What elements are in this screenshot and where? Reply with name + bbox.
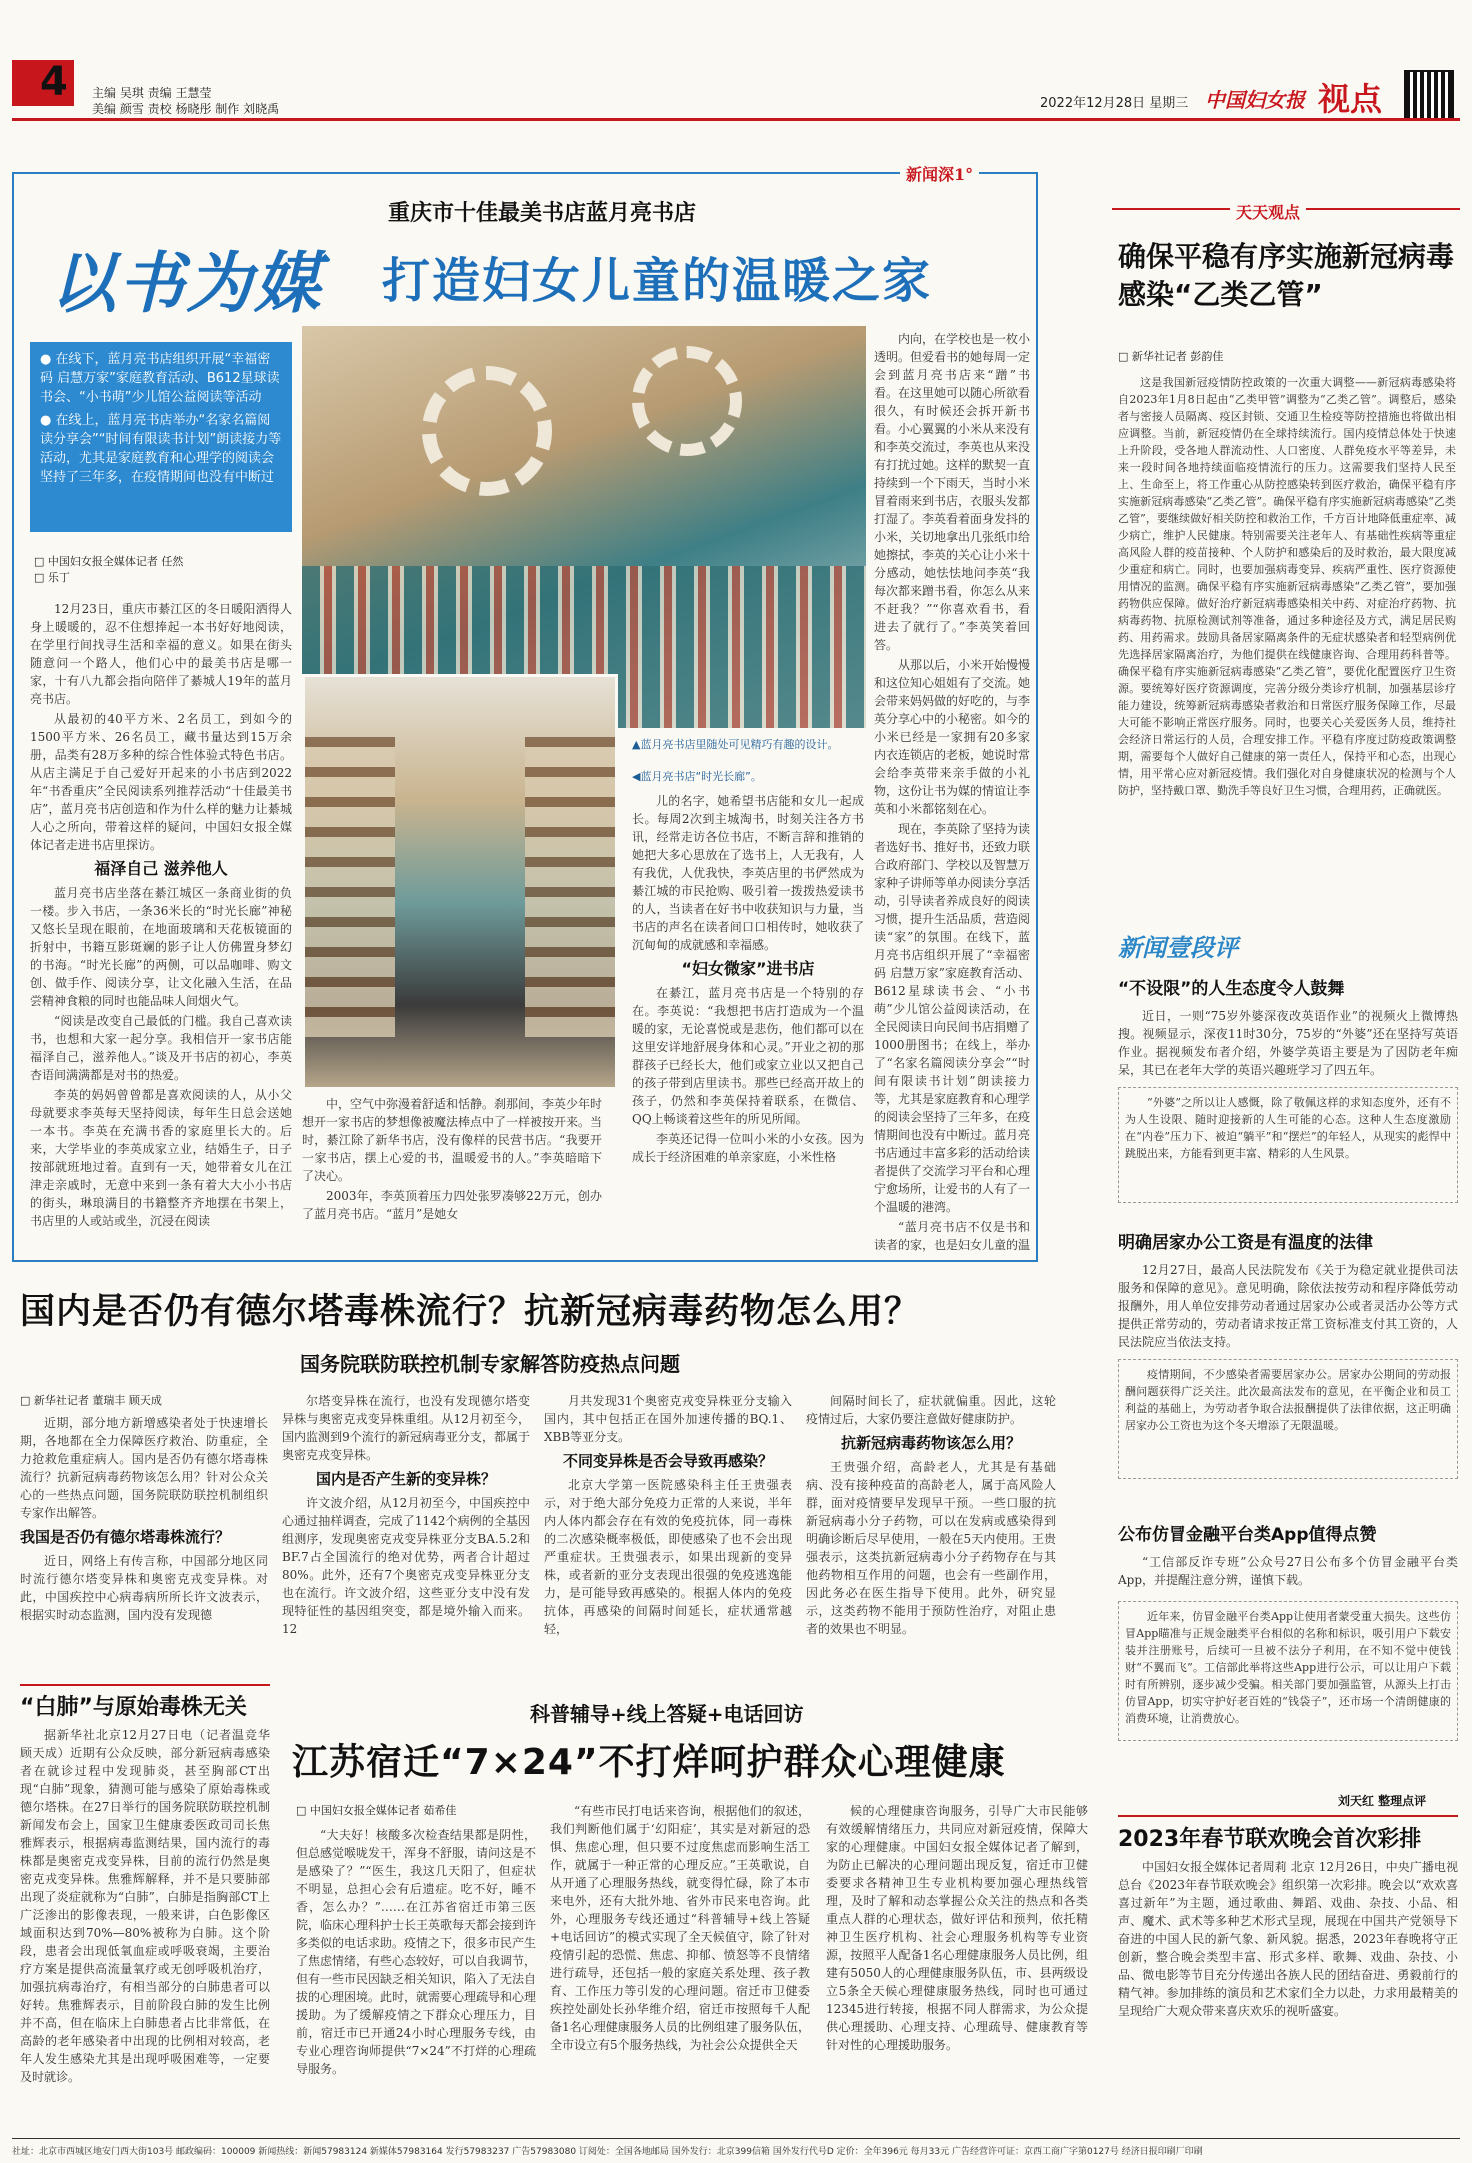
lead-byline-reporter: □ 中国妇女报全媒体记者 任然: [34, 555, 184, 568]
baifei-title: “白肺”与原始毒株无关: [20, 1695, 247, 1720]
gala-body: [1118, 1858, 1458, 2128]
paragraph: 12月23日，重庆市綦江区的冬日暖阳洒得人身上暖暖的，忍不住想捧起一本书好好地阅读，在学里行间找寻生活和幸福的意义。如果在街头随意问一个路人，他们心中的最美书店是哪一家，十有八九都会指向陪伴了綦城人19年的蓝月亮书店。: [30, 602, 292, 706]
paragraph: 许文波介绍，从12月初至今，中国疾控中心通过抽样调查，完成了1142个病例的全基因组测序，发现奥密克戎变异株亚分支BA.5.2和BF.7占全国流行的绝对优势，两者合计超过80%。此外，还有7个奥密克戎变异株亚分支也在流行。许文波介绍，这些亚分支中没有发现特征性的基因组突变，都是境外输入而来。12: [282, 1496, 530, 1636]
page-number: 4: [40, 59, 68, 105]
corridor-shelf-left: [305, 737, 395, 1037]
paragraph: 候的心理健康咨询服务，引导广大市民能够有效缓解情绪压力，共同应对新冠疫情，保障大家的心理健康。中国妇女报全媒体记者了解到，为防止已解决的心理问题出现反复，宿迁市卫健委要求各精神卫生专业机构要加强心理热线管理，及时了解和动态掌握公众关注的热点和各类重点人群的心理状态，做好评估和预判，依托精神卫生医疗机构、社会心理服务机构等专业资源，按照平人配备1名心理健康服务人员比例，组建有5050人的心理健康服务队伍，市、县两级设立5条全天候心理健康服务热线，同时也可通过12345进行转接，根据不同人群需求，为公众提供心理援助、心理支持、心理疏导、健康教育等针对性的心理援助服务。: [826, 1804, 1088, 2052]
baifei-body: [20, 1726, 270, 2128]
suqian-byline: □ 中国妇女报全媒体记者 茹希佳: [296, 1804, 457, 1817]
issue-date: 2022年12月28日 星期三: [1040, 96, 1189, 111]
paragraph: 北京大学第一医院感染科主任王贵强表示，对于绝大部分免疫力正常的人来说，半年内人体内都会存在有效的免疫抗体，同一毒株的二次感染概率极低，即使感染了也不会出现严重症状。王贵强表示，如果出现新的变异株，或者新的亚分支表现出很强的免疫逃逸能力，是可能导致再感染的。根据人体内的免疫抗体，再感染的间隔时间延长，症状通常越轻，: [544, 1478, 792, 1636]
corridor-shelf-right: [525, 737, 615, 1037]
paragraph: 蓝月亮书店坐落在綦江城区一条商业街的负一楼。步入书店，一条36米长的“时光长廊”神秘又悠长呈现在眼前，在地面玻璃和天花板镜面的折射中，书籍互影斑斓的影子让人仿佛置身梦幻的书海。“时光长廊”的两侧，可以品咖啡、购文创、做手作、阅读分享，让文化融入生活，在品尝精神食粮的同时也能品味人间烟火气。: [30, 886, 292, 1008]
delta-column-4: [806, 1392, 1056, 1664]
commentary-item: [1118, 1228, 1458, 1510]
section-name: 视点: [1318, 80, 1383, 118]
editors-line-1: 主编 吴琪 责编 王慧莹: [92, 86, 212, 100]
delta-question-3: 不同变异株是否会导致再感染？: [562, 1452, 773, 1470]
paragraph: 月共发现31个奥密克戎变异株亚分支输入国内，其中包括正在国外加速传播的BQ.1、XBB等亚分支。: [544, 1394, 792, 1444]
lead-kicker: 重庆市十佳最美书店蓝月亮书店: [388, 201, 697, 226]
suqian-column-1: [296, 1826, 536, 2128]
paragraph: “阅读是改变自己最低的门槛。我自己喜欢读书，也想和大家一起分享。我相信开一家书店能福泽自己，滋养他人。”谈及开书店的初心，李英杏语间满满都是对书的热爱。: [30, 1014, 292, 1082]
lead-byline: [34, 553, 294, 585]
opinion-title: 确保平稳有序实施新冠病毒感染“乙类乙管”: [1118, 240, 1455, 311]
paragraph: 王贵强介绍，高龄老人，尤其是有基础病、没有接种疫苗的高龄老人，属于高风险人群，面对疫情要早发现早干预。一些口服的抗新冠病毒小分子药物，可以在发病或感染得到明确诊断后尽早使用，一般在5天内使用。王贵强表示，这类抗新冠病毒小分子药物存在与其他药物相互作用的问题，也会有一些副作用，因此务必在医生指导下使用。此外，研究显示，这类药物不能用于预防性治疗，对阻止患者的效果也不明显。: [806, 1460, 1056, 1636]
paragraph: 近日，网络上有传言称，中国部分地区同时流行德尔塔变异株和奥密克戎变异株。对此，中国疾控中心病毒病所所长许文波表示，根据实时动态监测，国内没有发现德: [20, 1554, 268, 1622]
footer-info: 社址：北京市西城区地安门西大街103号 邮政编码：100009 新闻热线：新闻57983124 新媒体57983164 发行57983237 广告57983080 订阅处：全国各地邮局 国外发行：北京399信箱 国外发行代号D 定价：全年396元 每月33元 广告经营许可证：京西工商广字第0127号 经济日报印刷厂印刷: [12, 2147, 1203, 2157]
commentary-list: [1118, 968, 1458, 1968]
lead-title-a: 以书为媒: [50, 245, 322, 322]
lead-column-2: [302, 1095, 602, 1253]
gala-rule: [1118, 1815, 1458, 1817]
delta-subtitle: 国务院联防联控机制专家解答防疫热点问题: [300, 1352, 680, 1376]
lead-summary-box: [30, 342, 292, 532]
paragraph: 儿的名字，她希望书店能和女儿一起成长。每周2次到主城淘书，时刻关注各方书讯，经常走访各位书店，不断言辞和推销的她把大多心思放在了选书上，人无我有，人有我优，人优我快，李英店里的书俨然成为綦江城的市民抢购、吸引着一拨拨热爱读书的人，当读者在好书中收获知识与力量，当书店的声名在读者间口口相传时，她收获了沉甸甸的成就感和幸福感。: [632, 794, 864, 952]
paragraph: 中国妇女报全媒体记者周莉 北京 12月26日，中央广播电视总台《2023年春节联欢晚会》组织第一次彩排。晚会以“欢欢喜喜过新年”为主题，通过歌曲、舞蹈、戏曲、杂技、小品、相声、魔术、武术等多种艺术形式呈现，展现在中国共产党领导下奋进的中国人民的新气象、新风貌。据悉，2023年春晚将守正创新，整合晚会类型丰富、形式多样、歌舞、戏曲、杂技、小品、微电影等节目充分传递出各族人民的团结奋进、勇毅前行的精气神。参加排练的演员和艺术家们全力以赴，力求用最精美的呈现给广大观众带来喜庆欢乐的视听盛宴。: [1118, 1860, 1458, 2018]
commentary-editor: 刘天红 整理点评: [1338, 1794, 1427, 1808]
suqian-column-3: [826, 1802, 1088, 2128]
lead-title-b: 打造妇女儿童的温暖之家: [382, 253, 933, 309]
paragraph: 李英还记得一位叫小米的小女孩。因为成长于经济困难的单亲家庭，小米性格: [632, 1132, 864, 1164]
commentary-column-tag: 新闻壹段评: [1118, 933, 1238, 962]
opinion-body: [1118, 374, 1456, 914]
commentary-item: [1118, 1520, 1458, 1820]
gala-title: 2023年春节联欢晚会首次彩排: [1118, 1827, 1422, 1852]
gear-decoration: [422, 366, 552, 496]
lead-column-4: [874, 330, 1030, 1252]
paragraph: “有些市民打电话来咨询，根据他们的叙述，我们判断他们属于‘幻阳症’，其实是对新冠的恐惧、焦虑心理，但只要不过度焦虑而影响生活工作，就属于一种正常的心理反应。”王英歌说，自从开通了心理服务热线，就变得忙碌，除了本市来电外，还有大批外地、省外市民来电咨询。此外，心理服务专线还通过“科普辅导+线上答疑+电话回访”的模式实现了全天候值守，除了针对疫情引起的恐慌、焦虑、抑郁、愤怒等不良情绪进行疏导，还包括一般的家庭关系处理、孩子教育、工作压力等引发的心理问题。宿迁市卫健委疾控处副处长孙华维介绍，宿迁市按照每千人配备1名心理健康服务人员的比例组建了服务队伍，全市设立有5个服务热线，为社会公众提供全天: [550, 1804, 810, 2052]
delta-column-3: [544, 1392, 792, 1664]
delta-title: 国内是否仍有德尔塔毒株流行？抗新冠病毒药物怎么用？: [20, 1292, 921, 1332]
paragraph: 2003年，李英顶着压力四处张罗凑够22万元，创办了蓝月亮书店。“蓝月”是她女: [302, 1189, 602, 1221]
commentary-item-news: 12月27日，最高人民法院发布《关于为稳定就业提供司法服务和保障的意见》。意见明确，除依法按劳动和程序降低劳动报酬外，用人单位安排劳动者通过居家办公或者灵活办公等方式提供正常劳动的，劳动者请求按正常工资标准支付其工资的，人民法院应当依法支持。: [1118, 1263, 1458, 1349]
paragraph: “大夫好！核酸多次检查结果都是阴性，但总感觉喉咙发干，浑身不舒服，请问这是不是感染了？”“医生，我这几天阳了，但症状不明显，总担心会有后遗症。吃不好，睡不香，怎么办？”……在江苏省宿迁市第三医院，临床心理科护士长王英歌每天都会接到许多类似的电话求助。疫情之下，很多市民产生了焦虑情绪，有些心态较好，可以自我调节，但有一些市民因缺乏相关知识，陷入了无法自拔的心理困境。此时，就需要心理疏导和心理援助。为了缓解疫情之下群众心理压力，目前，宿迁市已开通24小时心理服务专线，由专业心理咨询师提供“7×24”不打烊的心理疏导服务。: [296, 1828, 536, 2076]
baifei-rule: [20, 1684, 270, 1686]
commentary-item-title: “不设限”的人生态度令人鼓舞: [1118, 979, 1345, 999]
paragraph: 间隔时间长了，症状就偏重。因此，这轮疫情过后，大家仍要注意做好健康防护。: [806, 1394, 1056, 1426]
bookstore-photo-corridor: [302, 674, 618, 1090]
paragraph: 从最初的40平方米、2名员工，到如今的1500平方米、26名员工，藏书量达到15万余册，品类有28万多种的综合性体验式特色书店。从店主满足于自己爱好开起来的小书店到2022年“书香重庆”全民阅读系列推荐活动“十佳最美书店”，蓝月亮书店创造和作为什么样的魅力让綦城人心之所向，带着这样的疑问，中国妇女报全媒体记者走进书店里探访。: [30, 712, 292, 852]
delta-question-4: 抗新冠病毒药物该怎么用？: [840, 1434, 1021, 1452]
commentary-item: [1118, 974, 1458, 1218]
delta-byline: □ 新华社记者 董瑞丰 顾天成: [20, 1394, 162, 1407]
suqian-title: 江苏宿迁“7×24”不打烊呵护群众心理健康: [292, 1742, 1006, 1783]
paragraph: 现在，李英除了坚持为读者选好书、推好书，还致力联合政府部门、学校以及智慧万家种子讲师等单办阅读分享活动，引导读者养成良好的阅读习惯，提升生活品质，营造阅读“家”的氛围。在线下，蓝月亮书店组织开展了“幸福密码 启慧万家”家庭教育活动、B612星球读书会、“小书萌”少儿馆公益阅读活动，在全民阅读日向民间书店捐赠了1000册图书；在线上，举办了“名家名篇阅读分享会”“时间有限读书计划”朗读接力等，尤其是家庭教育和心理学的阅读会坚持了三年多，在疫情期间也没有中断过。蓝月亮书店通过丰富多彩的活动给读者提供了交流学习平台和心理宁愈场所，让爱书的人有了一个温暖的港湾。: [874, 822, 1030, 1214]
commentary-item-comment: 疫情期间，不少感染者需要居家办公。居家办公期间的劳动报酬问题获得广泛关注。此次最高法发布的意见，在平衡企业和员工利益的基础上，为劳动者争取合法报酬提供了法律依据，这正明确居家办公工资也为这个冬天增添了无限温暖。: [1118, 1359, 1458, 1479]
paragraph: “蓝月亮书店不仅是书和读者的家，也是妇女儿童的温: [874, 1220, 1030, 1252]
lead-subhead-2: “妇女微家”进书店: [681, 959, 815, 978]
bookstore-photo-interior: [302, 326, 866, 728]
summary-item: ● 在线上，蓝月亮书店举办“名家名篇阅读分享会”“时间有限读书计划”朗读接力等活动，尤其是家庭教育和心理学的阅读会坚持了三年多，在疫情期间也没有中断过: [40, 413, 282, 485]
paragraph: 在綦江，蓝月亮书店是一个特别的存在。李英说：“我想把书店打造成为一个温暖的家，无论喜悦或是悲伤，他们都可以在这里安详地舒展身体和心灵。”开业之初的那群孩子已经长大，他们或家立业以又把自己的孩子带到店里读书。那些已经高开故上的孩子，仍然和李英保持着联系，在微信、QQ上畅谈着这些年的所见所闻。: [632, 986, 864, 1126]
suqian-kicker: 科普辅导+线上答疑+电话回访: [530, 1702, 804, 1726]
lead-column-tag: 新闻深1°: [900, 162, 979, 185]
lead-byline-2: □ 乐丁: [34, 571, 70, 584]
commentary-item-news: “工信部反诈专班”公众号27日公布多个仿冒金融平台类App，并提醒注意分辨，谨慎下载。: [1118, 1555, 1458, 1587]
delta-question-1: 我国是否仍有德尔塔毒株流行？: [20, 1528, 231, 1546]
paragraph: 中，空气中弥漫着舒适和恬静。刹那间，李英少年时想开一家书店的梦想像被魔法棒点中了一样被按开来。当时，綦江除了新华书店，没有像样的民营书店。“我要开一家书店，摆上心爱的书，温暖爱书的人。”李英暗暗下了决心。: [302, 1097, 602, 1183]
delta-column-2: [282, 1392, 530, 1664]
opinion-column-tag: 天天观点: [1230, 200, 1306, 223]
opinion-byline: □ 新华社记者 彭韵佳: [1118, 350, 1224, 363]
page-header: [0, 0, 1472, 120]
paragraph: 近期，部分地方新增感染者处于快速增长期，各地都在全力保障医疗救治、防重症，全力抢救危重症病人。国内是否仍有德尔塔毒株流行？抗新冠病毒药物该怎么用？针对公众关心的一些热点问题，国务院联防联控机制组织专家作出解答。: [20, 1416, 268, 1520]
footer-rule: [12, 2138, 1460, 2139]
lead-subhead-1: 福泽自己 滋养他人: [94, 859, 228, 878]
delta-question-2: 国内是否产生新的变异株？: [315, 1470, 496, 1488]
paragraph: 从那以后，小米开始慢慢和这位知心姐姐有了交流。她会带来妈妈做的好吃的，与李英分享心中的小秘密。如今的小米已经是一家拥有20多家内衣连锁店的老板，她说时常会给李英带来亲手做的小礼物，这份让书为媒的情谊让李英和小米都铭刻在心。: [874, 658, 1030, 816]
summary-item: ● 在线下，蓝月亮书店组织开展“幸福密码 启慧万家”家庭教育活动、B612星球读书会、“小书萌”少儿馆公益阅读等活动: [40, 352, 280, 405]
header-rule: [12, 118, 1460, 121]
commentary-item-comment: 近年来，仿冒金融平台类App让使用者蒙受重大损失。这些仿冒App瞄准与正规金融类平台相似的名称和标识，吸引用户下载安装并注册账号，后续可一旦被不法分子利用，在不知不觉中使钱财“不翼而飞”。工信部此举将这些App进行公示，可以让用户下载时有所辨别，逐步减少受骗。相关部门要加强监管，从源头上打击仿冒App，切实守护好老百姓的“钱袋子”，还市场一个清朗健康的消费环境，让消费放心。: [1118, 1601, 1458, 1741]
paragraph: 尔塔变异株在流行，也没有发现德尔塔变异株与奥密克戎变异株重组。从12月初至今，国内监测到9个流行的新冠病毒亚分支，都属于奥密克戎变异株。: [282, 1394, 530, 1462]
paragraph: 这是我国新冠疫情防控政策的一次重大调整——新冠病毒感染将自2023年1月8日起由“乙类甲管”调整为“乙类乙管”。调整后，感染者与密接人员隔离、疫区封锁、交通卫生检疫等防控措施也将做出相应调整。当前，新冠疫情仍在全球持续流行。国内疫情总体处于快速上升阶段，受各地人群流动性、人口密度、人群免疫水平等差异，未来一段时间各地持续面临疫情流行的压力。这需要我们坚持人民至上、生命至上，将工作重心从防控感染转到医疗救治，确保平稳有序实施新冠病毒感染“乙类乙管”。确保平稳有序实施新冠病毒感染“乙类乙管”，要继续做好相关防控和救治工作，千方百计地降低重症率、减少病亡，维护人民健康。特别需要关注老年人、有基础性疾病等重症高风险人群的疫苗接种、个人防护和感染后的及时救治，最大限度减少重症和病亡。同时，也要加强病毒变异、疾病严重性、医疗资源使用情况的监测。确保平稳有序实施新冠病毒感染“乙类乙管”，要加强药物供应保障。做好治疗新冠病毒感染相关中药、对症治疗药物、抗病毒药物、抗原检测试剂等准备，通过多种途径及方式，满足居民购药、用药需求。鼓励具备居家隔离条件的无症状感染者和轻型病例优先选择居家隔离治疗，为他们提供在线健康咨询、合理用药科普等。确保平稳有序实施新冠病毒感染“乙类乙管”，要优化配置医疗卫生资源。要统筹好医疗资源调度，完善分级分类诊疗机制，加强基层诊疗能力建设，统筹新冠病毒感染者救治和日常医疗服务保障工作，尽最大可能不影响正常医疗服务。同时，也要关心关爱医务人员，维持社会经济日常运行的人员，合理安排工作。平稳有序度过防疫政策调整期，需要每个人做好自己健康的第一责任人，保持平和心态，出现心情，用平常心应对新冠疫情。我们强化对自身健康状况的检测与个人防护，坚持戴口罩、勤洗手等良好卫生习惯，合理用药，正确就医。: [1118, 376, 1456, 797]
editors-line-2: 美编 颜雪 责校 杨晓彤 制作 刘晓禹: [92, 102, 280, 116]
paragraph: 内向，在学校也是一枚小透明。但爱看书的她每周一定会到蓝月亮书店来“蹭”书看。在这里她可以随心所欲看很久，有时候还会拆开新书看。小心翼翼的小米从来没有和李英交流过，李英也从来没有打扰过她。这样的默契一直持续到一个下雨天，当时小米冒着雨来到书店，衣服头发都打湿了。李英看着面身发抖的小米，关切地拿出几张纸巾给她擦拭，李英的关心让小米十分感动，她怯怯地问李英“我每次都来蹭书看，你怎么从来不赶我？”“你喜欢看书，看进去了就行了。”李英笑着回答。: [874, 332, 1030, 652]
commentary-item-comment: “外婆”之所以让人感慨，除了敬佩这样的求知态度外，还有不为人生设限、随时迎接新的人生可能的心态。这种人生态度激励在“内卷”压力下、被迫“躺平”和“摆烂”的年轻人，从现实的彪悍中跳脱出来，方能看到更丰富、精彩的人生风景。: [1118, 1087, 1458, 1203]
photo-caption-1: ▲蓝月亮书店里随处可见精巧有趣的设计。: [632, 738, 839, 751]
paper-name: 中国妇女报: [1205, 88, 1305, 112]
paragraph: 据新华社北京12月27日电（记者温竞华 顾天成）近期有公众反映，部分新冠病毒感染者在就诊过程中发现肺炎，甚至胸部CT出现“白肺”现象，猜测可能与感染了原始毒株或德尔塔株。在27日举行的国务院联防联控机制新闻发布会上，国家卫生健康委医政司司长焦雅辉表示，根据病毒监测结果，国内流行的毒株都是奥密克戎变异株，目前的流行仍然是奥密克戎变异株。焦雅辉解释，并不是只要肺部出现了炎症就称为“白肺”，白肺是指胸部CT上广泛渗出的影像表现，一般来讲，白色影像区域面积达到70%—80%被称为白肺。这个阶段，患者会出现低氧血症或呼吸衰竭，主要治疗方案是提供高流量氧疗或无创呼吸机治疗，加强抗病毒治疗，有相当部分的白肺患者可以好转。焦雅辉表示，目前阶段白肺的发生比例并不高，但在临床上白肺患者占比非常低，在高龄的老年感染者中出现的比例相对较高，老年人发生感染尤其是出现呼吸困难等，一定要及时就诊。: [20, 1728, 270, 2084]
commentary-item-title: 公布仿冒金融平台类App值得点赞: [1118, 1525, 1377, 1545]
gear-decoration: [632, 346, 742, 456]
suqian-column-2: [550, 1802, 810, 2128]
paragraph: 李英的妈妈曾曾都是喜欢阅读的人，从小父母就要求李英每天坚持阅读，每年生日总会送她一本书。李英在充满书香的家庭里长大的。后来，大学毕业的李英成家立业，结婚生子，日子按部就班地过着。直到有一天，她带着女儿在江津走亲戚时，无意中来到一条有着大大小小书店的街头，琳琅满目的书籍整齐齐地摆在书架上，书店里的人或站或坐，沉浸在阅读: [30, 1088, 292, 1228]
commentary-item-news: 近日，一则“75岁外婆深夜改英语作业”的视频火上微博热搜。视频显示，深夜11时30分，75岁的“外婆”还在坚持写英语作业。据视频发布者介绍，外婆学英语主要是为了因防老年痴呆，其已在老年大学的英语兴趣班学习了四五年。: [1118, 1009, 1458, 1077]
qr-code-icon: [1404, 70, 1454, 120]
lead-column-3: [632, 792, 864, 1252]
photo-caption-2: ◀蓝月亮书店“时光长廊”。: [632, 770, 762, 783]
delta-column-1: [20, 1414, 268, 1664]
commentary-item-title: 明确居家办公工资是有温度的法律: [1118, 1233, 1373, 1253]
lead-column-1: [30, 600, 292, 1250]
